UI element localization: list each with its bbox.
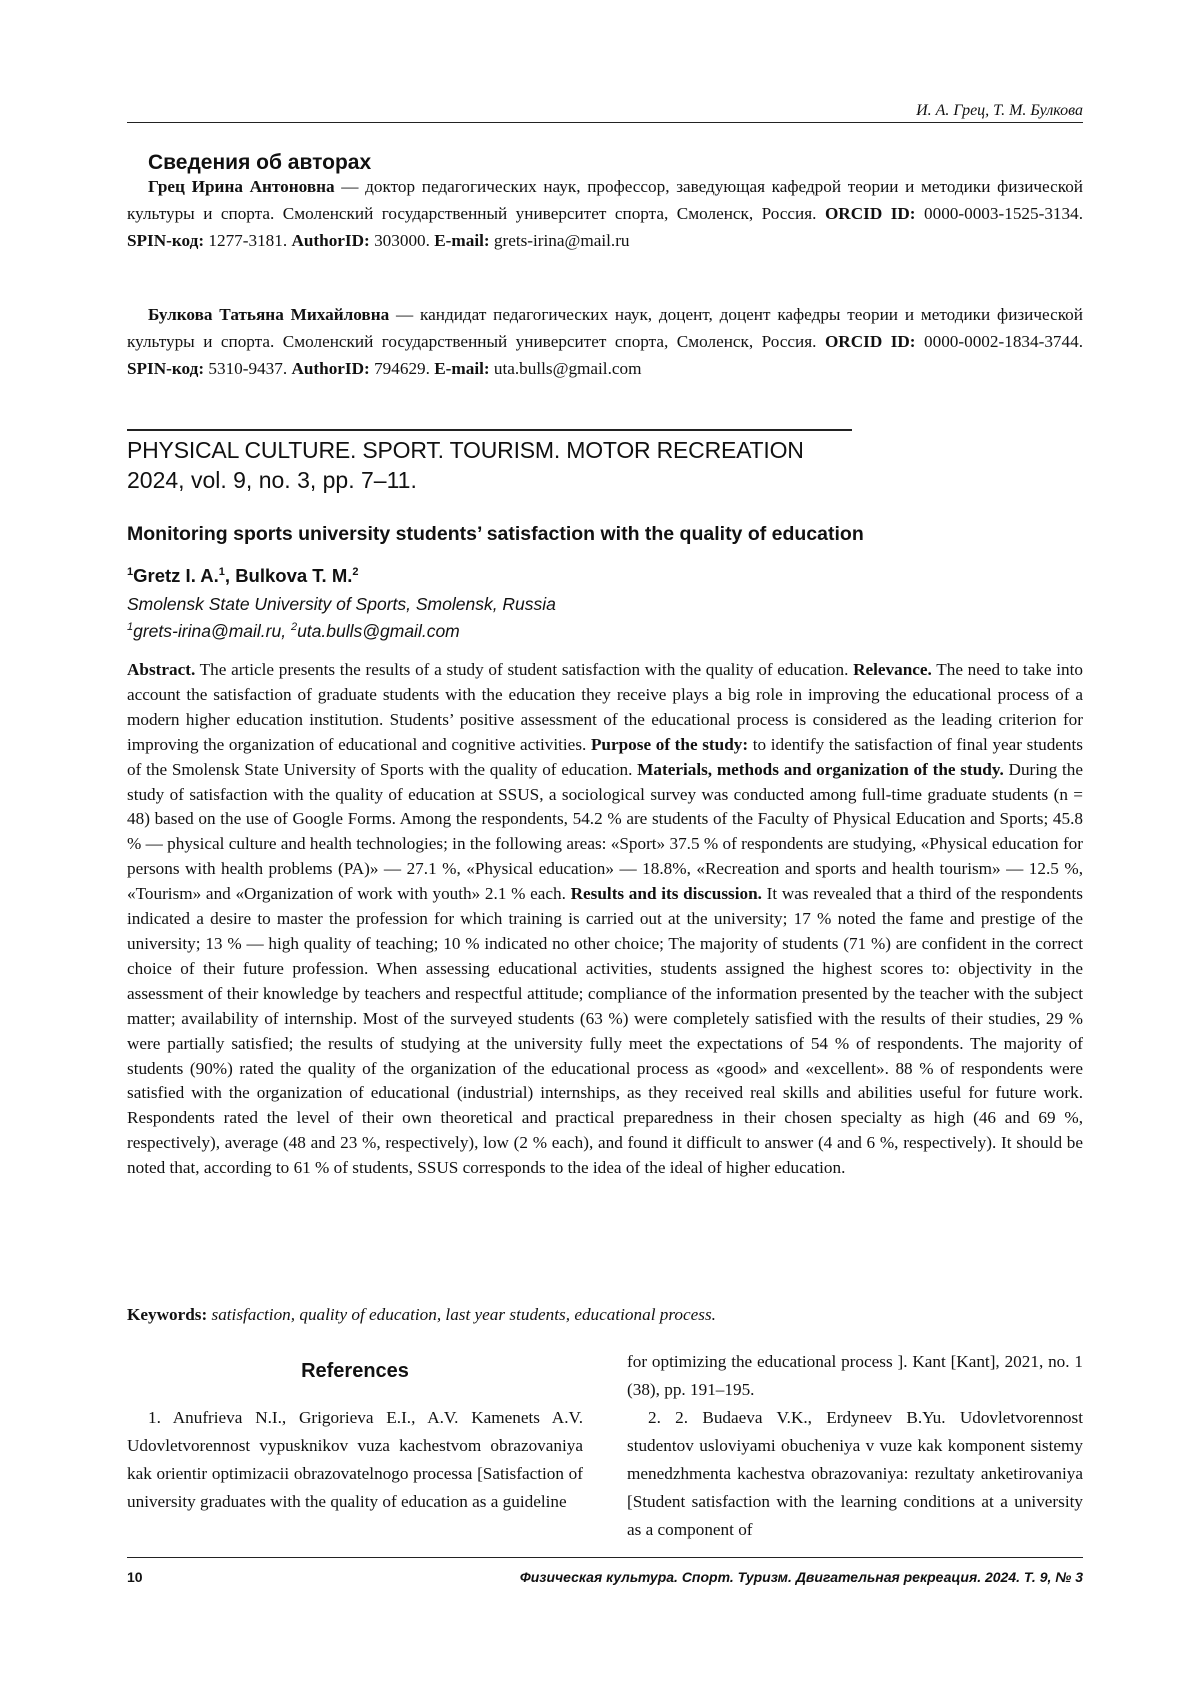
purpose-label: Purpose of the study: — [590, 734, 749, 754]
spin-label: SPIN-код: — [127, 359, 205, 378]
abstract-label: Abstract. — [127, 660, 196, 679]
author-bio-2 — [127, 301, 1083, 382]
journal-title: PHYSICAL CULTURE. SPORT. TOURISM. MOTOR RECREATION — [127, 437, 804, 463]
authorid-label: AuthorID: — [291, 231, 370, 250]
orcid-value: 0000-0003-1525-3134. — [915, 204, 1083, 223]
orcid-value: 0000-0002-1834-3744. — [915, 332, 1083, 351]
header-rule — [127, 122, 1083, 123]
abstract-intro: The article presents the results of a study of student satisfaction with the quality of education. — [195, 660, 854, 679]
purpose-text: to identify the satisfaction of final year students of the Smolensk State University of Sports with the quality of education. — [127, 734, 1083, 779]
superscript: 1 — [127, 565, 134, 578]
author-2: , Bulkova T. M. — [224, 565, 353, 586]
author-1: Gretz I. A. — [133, 565, 219, 586]
superscript: 1 — [127, 621, 134, 634]
orcid-label: ORCID ID: — [824, 332, 916, 351]
reference-1-continued: for optimizing the educational process ]. Kant [Kant], 2021, no. 1 (38), pp. 191–195. — [627, 1352, 1083, 1399]
keywords-text: satisfaction, quality of education, last year students, educational process. — [211, 1305, 716, 1324]
footer-rule — [127, 1557, 1083, 1558]
page — [127, 0, 1083, 1697]
superscript: 2 — [290, 621, 298, 634]
results-text: It was revealed that a third of the respondents indicated a desire to master the profession for which training is carried out at the university; 17 % noted the fame and prestige of the university; 13 % — high quality of teaching; 10 % indicated no other choice; The majority of students (71 %) are confident in the correct choice of their future profession. When assessing educational activities, students assigned the highest scores to: objectivity in the assessment of their knowledge by teachers and respectful attitude; compliance of the information presented by the teacher with the subject matter; availability of internship. Most of the surveyed students (63 %) were completely satisfied with the results of their studies, 29 % were partially satisfied; the results of studying at the university fully meet the expectations of 54 % of respondents. The majority of students (90%) rated the quality of the organization of the educational process as «good» and «excellent». 88 % of respondents were satisfied with the organization of educational (industrial) internships, as they received real skills and abilities useful for future work. Respondents rated the level of their own theoretical and practical preparedness in their chosen specialty as high (46 and 69 %, respectively), average (48 and 23 %, respectively), low (2 % each), and found it difficult to answer (4 and 6 %, respectively). It should be noted that, according to 61 % of students, SSUS corresponds to the idea of the ideal of higher education. — [127, 884, 1083, 1178]
keywords-label: Keywords: — [127, 1305, 208, 1324]
journal-rule — [127, 429, 852, 431]
email-label: E-mail: — [434, 359, 490, 378]
author-description: — доктор педагогических наук, профессор, заведующая кафедрой теории и методики физической культуры и спорта. Смоленский государственный университет спорта, Смоленск, Россия. — [127, 177, 1084, 223]
authorid-value: 303000. — [369, 231, 435, 250]
email-value: grets-irina@mail.ru — [489, 231, 630, 250]
spin-value: 5310-9437. — [204, 359, 292, 378]
spin-value: 1277-3181. — [204, 231, 292, 250]
relevance-text: The need to take into account the satisfaction of graduate students with the education they receive plays a big role in improving the educational process of a modern higher education institution. Students’ positive assessment of the educational process is considered as the leading criterion for improving the organization of educational and cognitive activities. — [127, 660, 1084, 754]
abstract — [127, 658, 1083, 1181]
author-name: Булкова Татьяна Михайловна — [148, 305, 390, 324]
methods-label: Materials, methods and organization of the study. — [637, 759, 1004, 779]
email-2: uta.bulls@gmail.com — [297, 621, 460, 641]
affiliation: Smolensk State University of Sports, Smolensk, Russia — [127, 594, 556, 614]
email-label: E-mail: — [434, 231, 490, 250]
authorid-label: AuthorID: — [291, 359, 370, 378]
author-name: Грец Ирина Антоновна — [148, 177, 335, 196]
reference-2: 2. 2. Budaeva V.K., Erdyneev B.Yu. Udovletvorennost studentov usloviyami obucheniya v vuze kak komponent sistemy menedzhmenta kachestva obrazovaniya: rezultaty anketirovaniya [Student satisfaction with the learning conditions at a university as a component of — [627, 1408, 1083, 1539]
page-number: 10 — [127, 1569, 143, 1585]
email-value: uta.bulls@gmail.com — [489, 359, 642, 378]
superscript: 2 — [352, 565, 359, 578]
authorid-value: 794629. — [369, 359, 435, 378]
running-head: И. А. Грец, Т. М. Булкова — [916, 102, 1083, 119]
results-label: Results and its discussion. — [570, 884, 762, 904]
authors-section-title: Сведения об авторах — [148, 151, 372, 174]
spin-label: SPIN-код: — [127, 231, 205, 250]
author-bio-1 — [127, 173, 1083, 254]
keywords — [127, 1305, 1083, 1325]
references-right-column — [627, 1348, 1083, 1544]
references-title: References — [301, 1360, 409, 1382]
article-title: Monitoring sports university students’ satisfaction with the quality of education — [127, 523, 864, 545]
author-description: — кандидат педагогических наук, доцент, доцент кафедры теории и методики физической культуры и спорта. Смоленский государственный университет спорта, Смоленск, Россия. — [127, 305, 1083, 351]
relevance-label: Relevance. — [853, 660, 932, 679]
author-emails — [127, 621, 460, 642]
article-authors — [127, 565, 359, 587]
methods-text: During the study of satisfaction with the quality of education at SSUS, a sociological survey was conducted among full-time graduate students (n = 48) based on the use of Google Forms. Among the respondents, 54.2 % are students of the Faculty of Physical Education and Sports; 45.8 % — physical culture and health technologies; in the following areas: «Sport» 37.5 % of respondents are studying, «Physical education for persons with health problems (PA)» — 27.1 %, «Physical education» — 18.8%, «Recreation and sports and health tourism» — 12.5 %, «Tourism» and «Organization of work with youth» 2.1 % each. — [127, 759, 1083, 904]
footer-journal-title: Физическая культура. Спорт. Туризм. Двигательная рекреация. 2024. Т. 9, № 3 — [519, 1569, 1083, 1585]
email-1: grets-irina@mail.ru, — [133, 621, 291, 641]
orcid-label: ORCID ID: — [824, 204, 916, 223]
journal-issue: 2024, vol. 9, no. 3, pp. 7–11. — [127, 467, 417, 493]
reference-1: 1. Anufrieva N.I., Grigorieva E.I., A.V. Kamenets A.V. Udovletvorennost vypusknikov vuza kachestvom obrazovaniya kak orientir optimizacii obrazovatelnogo processa [Satisfaction of university graduates with the quality of education as a guideline — [127, 1408, 583, 1511]
superscript: 1 — [218, 565, 225, 578]
